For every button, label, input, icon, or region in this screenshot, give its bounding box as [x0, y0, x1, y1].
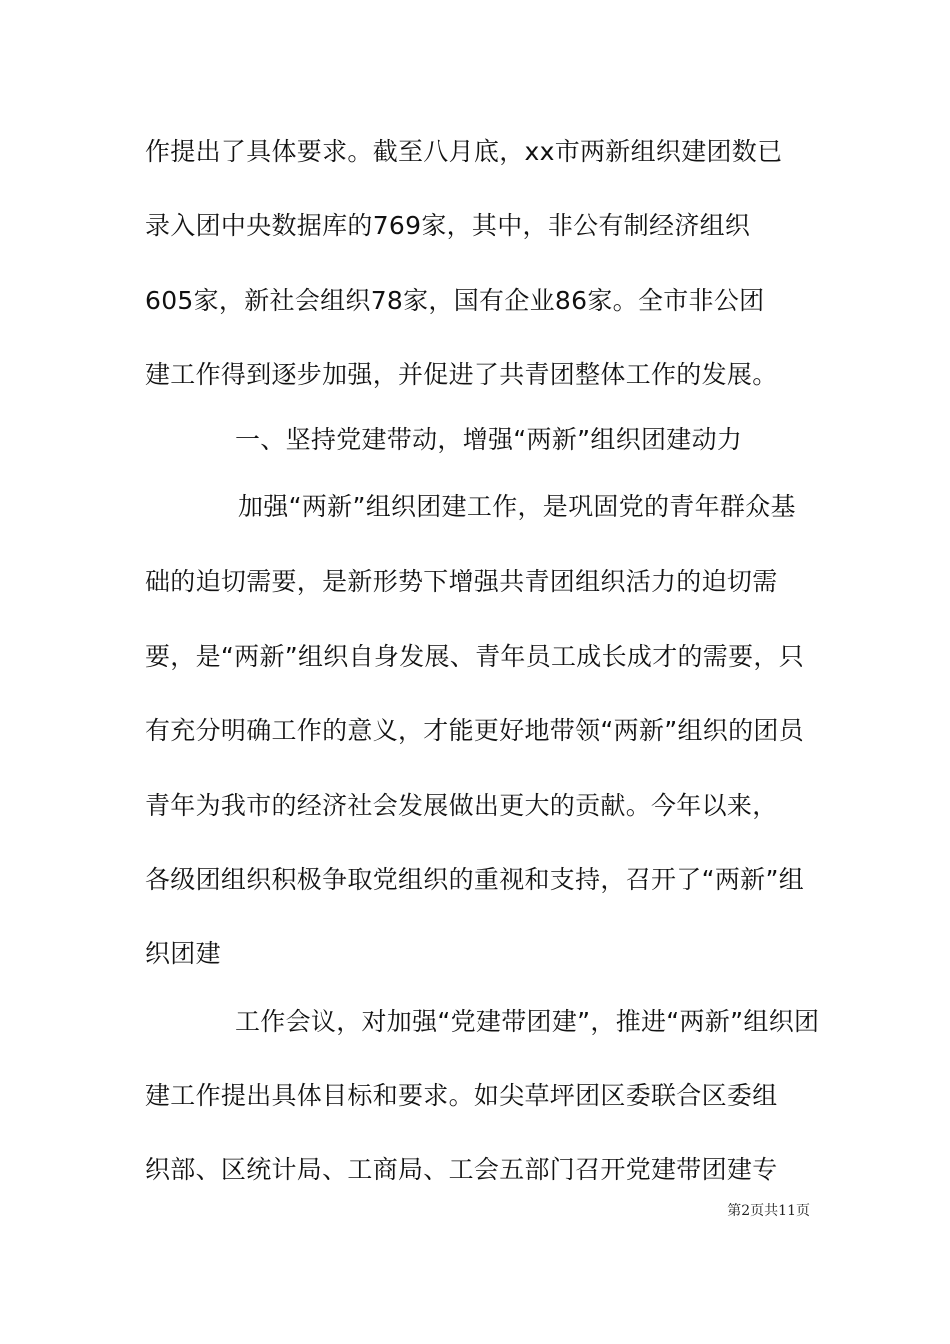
body-text-line: 605家，新社会组织78家，国有企业86家。全市非公团 [145, 286, 765, 315]
body-text-line: 青年为我市的经济社会发展做出更大的贡献。今年以来， [145, 791, 778, 820]
body-text-line: 织团建 [145, 939, 221, 968]
body-text-line: 各级团组织积极争取党组织的重视和支持，召开了“两新”组 [145, 865, 805, 894]
body-text-line: 础的迫切需要，是新形势下增强共青团组织活力的迫切需 [145, 567, 778, 596]
body-text-line: 工作会议，对加强“党建带团建”，推进“两新”组织团 [235, 1007, 820, 1036]
body-text-line: 加强“两新”组织团建工作，是巩固党的青年群众基 [238, 492, 796, 521]
body-text-line: 作提出了具体要求。截至八月底，xx市两新组织建团数已 [145, 137, 783, 166]
body-text-line: 录入团中央数据库的769家，其中，非公有制经济组织 [145, 211, 751, 240]
body-text-line: 建工作提出具体目标和要求。如尖草坪团区委联合区委组 [145, 1081, 778, 1110]
body-text-line: 建工作得到逐步加强，并促进了共青团整体工作的发展。 [145, 360, 778, 389]
section-heading: 一、坚持党建带动，增强“两新”组织团建动力 [235, 425, 743, 454]
body-text-line: 要，是“两新”组织自身发展、青年员工成长成才的需要，只 [145, 642, 805, 671]
page-number-footer: 第2页共11页 [727, 1203, 810, 1219]
body-text-line: 有充分明确工作的意义，才能更好地带领“两新”组织的团员 [145, 716, 805, 745]
body-text-line: 织部、区统计局、工商局、工会五部门召开党建带团建专 [145, 1155, 778, 1184]
